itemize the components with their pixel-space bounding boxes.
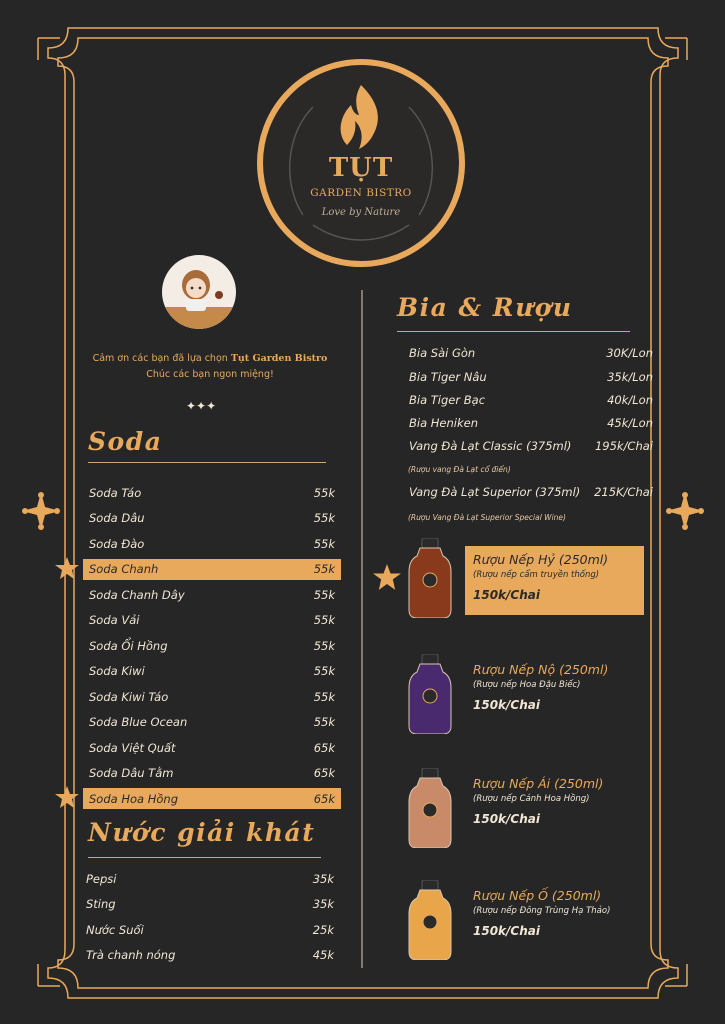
menu-item-name: Pepsi <box>86 871 117 886</box>
menu-item <box>83 661 341 682</box>
menu-item-price: 55k <box>313 689 335 704</box>
menu-item-price: 35k <box>312 897 334 911</box>
menu-item-price: 55k <box>313 664 335 678</box>
menu-item <box>83 482 341 503</box>
menu-item-name: Bia Tiger Bạc <box>409 392 486 407</box>
wine-bottle-icon <box>407 880 453 964</box>
wine-item <box>465 662 608 712</box>
menu-item <box>403 389 659 410</box>
menu-item-price: 35k <box>312 871 334 886</box>
superior-wine-note: (Rượu Vang Đà Lạt Superior Special Wine) <box>408 513 566 522</box>
right-ornament-icon <box>664 490 706 532</box>
menu-item-price: 55k <box>313 638 335 653</box>
menu-item-name: Soda Kiwi Táo <box>89 689 169 704</box>
menu-item <box>83 788 341 809</box>
beer-title: Bia & Rượu <box>397 293 573 322</box>
wine-description: (Rượu nếp Đông Trùng Hạ Thảo) <box>473 906 611 916</box>
menu-item-name: Soda Blue Ocean <box>89 715 188 729</box>
menu-item-price: 40k/Lon <box>607 392 653 407</box>
menu-item-name: Soda Kiwi <box>89 664 145 678</box>
wine-description: (Rượu nếp Hoa Đậu Biếc) <box>473 680 581 690</box>
wine-description: (Rượu nếp Cánh Hoa Hồng) <box>473 794 590 804</box>
brand-tagline: Love by Nature <box>321 207 401 218</box>
menu-item-price: 55k <box>313 485 335 500</box>
menu-item <box>83 559 341 580</box>
menu-item-name: Soda Đào <box>89 536 145 551</box>
menu-item-name: Soda Chanh <box>89 562 159 576</box>
menu-item-price: 45k/Lon <box>607 415 653 430</box>
wine-bottle-icon <box>407 538 453 622</box>
thank-you-message <box>60 351 360 383</box>
wine-item <box>465 546 644 615</box>
classic-wine-note: (Rượu vang Đà Lạt cổ điển) <box>408 465 511 474</box>
wine-name: Rượu Nếp Ố (250ml) <box>473 888 602 903</box>
drinks-title-rule <box>88 857 321 858</box>
beer-title-rule <box>397 331 630 332</box>
menu-item-name: Soda Táo <box>89 485 142 500</box>
menu-item-name: Soda Ổi Hồng <box>89 638 168 653</box>
menu-item <box>83 686 341 707</box>
menu-item-name: Soda Vải <box>89 613 140 627</box>
menu-item-price: 55k <box>313 511 335 525</box>
menu-item <box>83 584 341 605</box>
star-icon <box>55 786 79 808</box>
soda-title: Soda <box>88 427 163 456</box>
menu-item-price: 55k <box>313 715 335 729</box>
star-icon <box>373 564 401 590</box>
menu-item <box>83 712 341 733</box>
menu-item-name: Trà chanh nóng <box>86 948 176 962</box>
thanks-brand: Tụt Garden Bistro <box>230 353 328 364</box>
wine-description: (Rượu nếp cẩm truyền thống) <box>473 570 600 580</box>
thanks-line-1: Cảm ơn các bạn đã lựa chọn <box>92 353 228 364</box>
logo <box>257 59 465 267</box>
brand-name: TỤT <box>328 153 394 183</box>
menu-item-name: Vang Đà Lạt Classic (375ml) <box>409 438 572 453</box>
star-icon <box>55 557 79 579</box>
menu-item-price: 25k <box>312 922 334 937</box>
menu-item-price: 65k <box>313 791 335 806</box>
menu-item <box>83 533 341 554</box>
menu-item-price: 55k <box>313 536 335 551</box>
menu-item <box>80 868 340 889</box>
menu-item-price: 195k/Chai <box>594 438 653 453</box>
menu-item <box>83 635 341 656</box>
menu-item-name: Bia Heniken <box>409 415 479 430</box>
menu-item-price: 215K/Chai <box>594 484 653 499</box>
wine-price: 150k/Chai <box>473 588 540 602</box>
wine-name: Rượu Nếp Nộ (250ml) <box>473 662 609 677</box>
wine-price: 150k/Chai <box>473 698 540 712</box>
menu-item <box>403 412 659 433</box>
menu-item <box>403 481 659 502</box>
menu-item-price: 55k <box>313 613 335 627</box>
wine-name: Rượu Nếp Ái (250ml) <box>473 776 604 791</box>
menu-item <box>403 366 659 387</box>
menu-item-name: Bia Tiger Nâu <box>409 369 487 384</box>
menu-item-name: Soda Dâu Tằm <box>89 766 174 780</box>
menu-item-name: Bia Sài Gòn <box>409 345 476 360</box>
menu-item-price: 65k <box>313 740 335 755</box>
menu-item-price: 55k <box>313 587 335 602</box>
soda-title-rule <box>88 462 326 463</box>
menu-item-name: Sting <box>86 897 116 911</box>
menu-item-name: Soda Chanh Dây <box>89 587 185 602</box>
menu-item-name: Vang Đà Lạt Superior (375ml) <box>409 484 581 499</box>
menu-item <box>83 763 341 784</box>
menu-item-price: 55k <box>313 562 335 576</box>
menu-item-price: 30K/Lon <box>606 345 653 360</box>
brand-subtitle: GARDEN BISTRO <box>310 187 412 199</box>
wine-price: 150k/Chai <box>473 812 540 826</box>
sparkle-ornament-icon: ✦✦✦ <box>186 399 217 413</box>
menu-item-price: 35k/Lon <box>607 369 653 384</box>
wine-item <box>465 888 610 938</box>
menu-item <box>83 508 341 529</box>
wine-name: Rượu Nếp Hỷ (250ml) <box>473 552 609 567</box>
menu-item-name: Soda Dâu <box>89 511 145 525</box>
menu-item-price: 65k <box>313 766 335 780</box>
menu-item <box>403 435 659 456</box>
menu-item-price: 45k <box>312 948 334 962</box>
menu-item <box>83 737 341 758</box>
menu-item-name: Soda Hoa Hồng <box>89 791 178 806</box>
menu-item-name: Soda Việt Quất <box>89 740 176 755</box>
wine-item <box>465 776 603 826</box>
wine-bottle-icon <box>407 654 453 738</box>
menu-item <box>403 342 659 363</box>
menu-item <box>80 894 340 915</box>
menu-item-name: Nước Suối <box>86 922 144 937</box>
menu-item <box>80 919 340 940</box>
left-ornament-icon <box>20 490 62 532</box>
menu-item <box>83 610 341 631</box>
wine-bottle-icon <box>407 768 453 852</box>
avatar <box>162 255 236 329</box>
thanks-line-2: Chúc các bạn ngon miệng! <box>146 369 274 380</box>
wine-price: 150k/Chai <box>473 924 540 938</box>
drinks-title: Nước giải khát <box>88 818 316 847</box>
menu-item <box>80 945 340 966</box>
